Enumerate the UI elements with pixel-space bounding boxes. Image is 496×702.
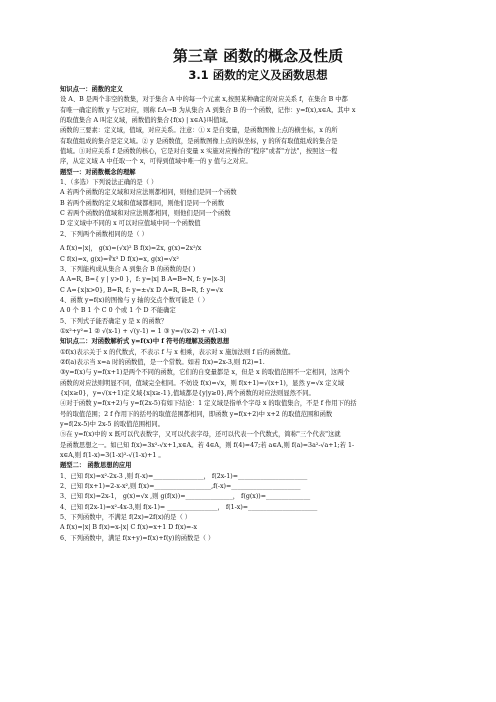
section-heading: 题型一：对函数概念的理解	[60, 168, 136, 176]
text-line: 6、下列函数中，满足 f(x+y)=f(x)+f(y)的函数是（ ）	[60, 534, 215, 542]
text-line: C A={x|x>0}, B=R, f: y=±√x D A=R, B=R, f: y=√x	[60, 286, 224, 294]
text-line: A f(x)=|x| B f(x)=x-|x| C f(x)=x+1 D f(x)=-x	[60, 524, 198, 532]
text-line: 5、下列式子能否确定 y 是 x 的函数？	[60, 317, 168, 325]
text-line: ④对于函数 y=f(x+2)与 y=f(2x-5)有如下结论：1 定义域是指单个字母 x 的取值集合，不是 f 作用下的括	[60, 400, 357, 408]
section-heading: 知识点二：对函数解析式 y=f(x)中 f 符号的理解及函数思想	[60, 338, 230, 346]
text-block-b	[60, 244, 456, 544]
text-line: 3、已知 f(x)=2x-1， g(x)=√x ,则 g(f(x))=_______________， f(g(x))=______________	[60, 493, 311, 501]
text-block-a	[60, 85, 456, 240]
text-line: C 若两个函数的值域和对应法则都相同，则他们是同一个函数	[60, 210, 231, 218]
text-line: ③y=f(x)与 y=f(x+1)是两个不同的函数，它们的自变量都是 x，但是 x 的取值范围不一定相同，这两个	[60, 369, 350, 377]
text-line: ①x²+y²=1 ② √(x-1) + √(y-1) = 1 ③ y=√(x-2) + √(1-x)	[60, 327, 227, 335]
text-line: 2、下列两个函数相同的是（ ）	[60, 230, 148, 238]
text-line: 设 A、B 是两个非空的数集，对于集合 A 中的每一个元素 x,按照某种确定的对应关系 f，在集合 B 中都	[60, 96, 348, 104]
text-line: x∈A,则 f(1-x)=3(1-x)²-√(1-x)+1 。	[60, 452, 165, 460]
text-line: A 若两个函数的定义域和对应法则都相同，则他们是同一个函数	[60, 189, 237, 197]
text-line: 值域。③对应关系 f 是函数的核心，它是对自变量 x 实施对应操作的"程序"或者"方法"，按照这一程	[60, 148, 338, 156]
text-line: y=f(2x-5)中 2x-5 的取值范围相同。	[60, 421, 164, 428]
text-line: ⑤在 y=f(x)中的 x 既可以代表数字，又可以代表字母，还可以代表一个代数式，简称"三个代表"这就	[60, 431, 341, 439]
chapter-title: 第三章 函数的概念及性质	[172, 47, 344, 65]
text-line: A f(x)=|x|， g(x)=(√x)² B f(x)=2x, g(x)=2x²/x	[60, 245, 202, 253]
section-heading: 知识点一：函数的定义	[60, 86, 123, 93]
text-line: 有唯一确定的数 y 与它对应，则称 f:A→B 为从集合 A 到集合 B 的一个函数，记作：y=f(x),x∈A。其中 x	[60, 106, 356, 114]
text-line: 号的取值范围；2 f 作用下的括号的取值范围都相同，即函数 y=f(x+2)中 x+2 的取值范围和函数	[60, 410, 333, 418]
text-line: 函数的对应法则明显不同，值域完全相同。不妨设 f(x)=√x，则 f(x+1)=√(x+1)，显然 y=√x 定义域	[60, 379, 345, 387]
text-line: B 若两个函数的定义域和值域都相同，则他们是同一个函数	[60, 199, 225, 207]
text-line: 3、下列能构成从集合 A 到集合 B 的函数的是( )	[60, 265, 196, 273]
text-line: D 定义域中不同的 x 可以对应值域中同一个函数值	[60, 220, 201, 228]
text-line: 序，从定义域 A 中任取一个 x，可得到值域中唯一的 y 值与之对应。	[60, 158, 252, 166]
text-line: 4、函数 y=f(x)的图像与 y 轴的交点个数可能是（ ）	[60, 296, 209, 304]
section-heading: 题型二： 函数思想的应用	[60, 462, 132, 470]
text-line: 是函数思想之一。如已知 f(x)=3x²-√x+1,x∈A。若 4∈A，则 f(4)=47;若 a∈A,则 f(a)=3a²-√a+1;若 1-	[60, 441, 355, 449]
text-line: 2、已知 f(x+1)=2-x-x²,则 f(x)=__________________,f(-x)=______________________	[60, 483, 301, 491]
text-line: ②f(a)表示当 x=a 时的函数值，是一个常数。如若 f(x)=2x-3,则 f(2)=1.	[60, 358, 265, 366]
text-line: A A=R, B={ y | y>0 }，f: y=|x| B A=B=N, f: y=|x-3|	[60, 276, 226, 284]
text-line: 有取值组成的集合是定义域。② y 是函数值，是函数图像上点的纵坐标，y 的所有取值组成的集合是	[60, 137, 338, 145]
section-title: 3.1 函数的定义及函数思想	[188, 68, 328, 82]
text-line: ①f(x)表示关于 x 的代数式，不表示 f 与 x 相乘，表示对 x 施加法则 f 后的函数值。	[60, 348, 295, 356]
text-line: 1、已知 f(x)=x²-2x-3 ,则 f(-x)=________________， f(2x-1)=______________________	[60, 472, 308, 480]
text-line: 4、已知 f(2x-1)=x²-4x-3,则 f(x-1)= ________________， f(1-x)=______________________	[60, 503, 318, 511]
text-line: 的取值集合 A 叫定义域，函数值的集合{f(x) | x∈A}叫值域。	[60, 117, 233, 125]
document-page	[60, 46, 456, 544]
text-line: 5、下列函数中，不满足 f(2x)=2f(x)的是（ ）	[60, 514, 192, 522]
text-line: 函数的三要素：定义域，值域，对应关系。注意：① x 是自变量，是函数图像上点的横坐标，x 的所	[60, 127, 338, 135]
text-line: {x|x≥0}，y=√(x+1)定义域{x|x≥-1},值域都是{y|y≥0},两个函数的对应法则显然不同。	[60, 389, 315, 397]
text-line: C f(x)=x, g(x)=∛x³ D f(x)=x, g(x)=√x²	[60, 255, 179, 263]
text-line: A 0 个 B 1 个 C 0 个或 1 个 D 不能确定	[60, 307, 176, 315]
text-line: 1、（多选）下列说法正确的是（ ）	[60, 179, 158, 187]
